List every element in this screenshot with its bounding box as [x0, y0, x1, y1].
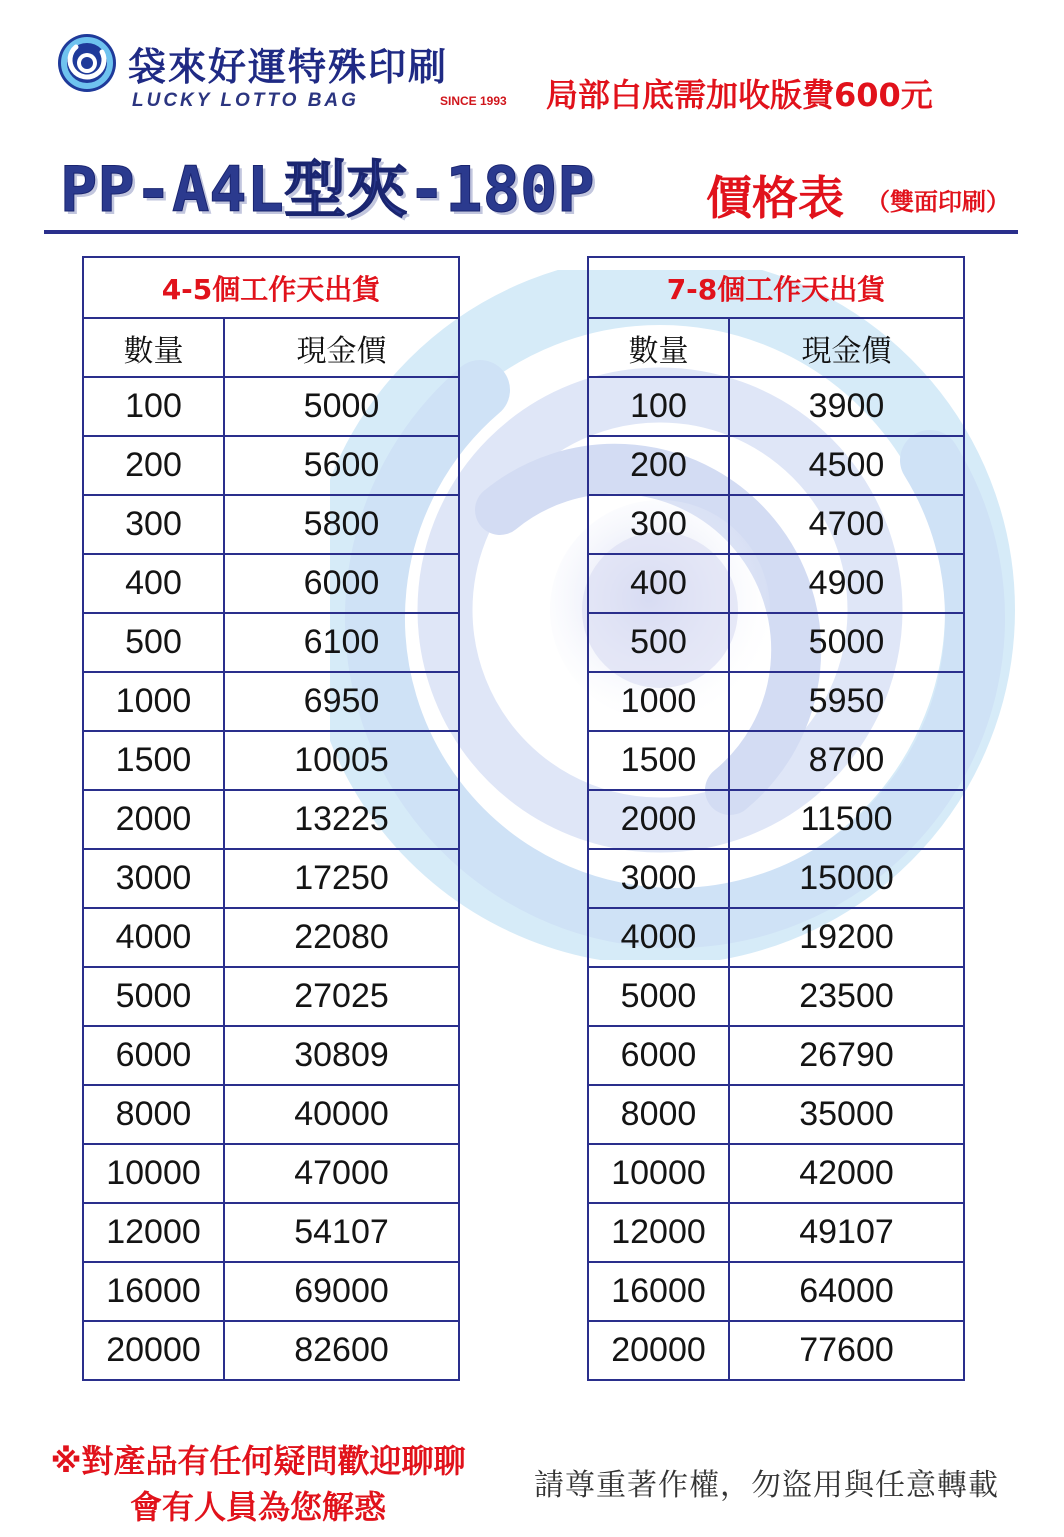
- qty-cell: 1500: [588, 731, 729, 790]
- column-header-price: 現金價: [224, 318, 459, 377]
- qty-cell: 400: [588, 554, 729, 613]
- qty-cell: 12000: [83, 1203, 224, 1262]
- qty-cell: 5000: [588, 967, 729, 1026]
- qty-cell: 20000: [83, 1321, 224, 1380]
- price-cell: 40000: [224, 1085, 459, 1144]
- price-cell: 5950: [729, 672, 964, 731]
- qty-cell: 100: [588, 377, 729, 436]
- price-cell: 23500: [729, 967, 964, 1026]
- price-cell: 6000: [224, 554, 459, 613]
- qty-cell: 4000: [83, 908, 224, 967]
- price-cell: 6950: [224, 672, 459, 731]
- price-cell: 22080: [224, 908, 459, 967]
- price-cell: 82600: [224, 1321, 459, 1380]
- qty-cell: 16000: [588, 1262, 729, 1321]
- table-heading-row: [588, 257, 964, 318]
- price-cell: 5000: [224, 377, 459, 436]
- brand-name-cn: 袋來好運特殊印刷: [128, 45, 449, 89]
- qty-cell: 5000: [83, 967, 224, 1026]
- table-row: [588, 731, 964, 790]
- table-row: [83, 849, 459, 908]
- table-row: [588, 1262, 964, 1321]
- qty-cell: 3000: [588, 849, 729, 908]
- qty-cell: 1000: [83, 672, 224, 731]
- table-row: [588, 967, 964, 1026]
- qty-cell: 16000: [83, 1262, 224, 1321]
- qty-cell: 2000: [588, 790, 729, 849]
- price-cell: 42000: [729, 1144, 964, 1203]
- price-cell: 35000: [729, 1085, 964, 1144]
- qty-cell: 1500: [83, 731, 224, 790]
- table-row: [83, 495, 459, 554]
- price-cell: 6100: [224, 613, 459, 672]
- price-cell: 5000: [729, 613, 964, 672]
- qty-cell: 400: [83, 554, 224, 613]
- column-header-price: 現金價: [729, 318, 964, 377]
- table-row: [588, 554, 964, 613]
- price-cell: 10005: [224, 731, 459, 790]
- price-cell: 8700: [729, 731, 964, 790]
- price-cell: 5600: [224, 436, 459, 495]
- header-divider: [44, 230, 1018, 234]
- table-row: [83, 672, 459, 731]
- price-cell: 27025: [224, 967, 459, 1026]
- price-cell: 19200: [729, 908, 964, 967]
- table-row: [83, 967, 459, 1026]
- price-cell: 69000: [224, 1262, 459, 1321]
- price-cell: 64000: [729, 1262, 964, 1321]
- table-row: [588, 1085, 964, 1144]
- contact-note: [28, 1438, 488, 1530]
- qty-cell: 10000: [588, 1144, 729, 1203]
- qty-cell: 3000: [83, 849, 224, 908]
- table-row: [588, 672, 964, 731]
- qty-cell: 8000: [588, 1085, 729, 1144]
- table-heading: 4-5個工作天出貨: [83, 257, 459, 318]
- table-row: [83, 1144, 459, 1203]
- qty-cell: 8000: [83, 1085, 224, 1144]
- contact-note-line1: ※對產品有任何疑問歡迎聊聊: [50, 1442, 466, 1480]
- table-row: [588, 908, 964, 967]
- price-cell: 3900: [729, 377, 964, 436]
- table-row: [83, 436, 459, 495]
- qty-cell: 6000: [588, 1026, 729, 1085]
- table-row: [83, 554, 459, 613]
- price-cell: 26790: [729, 1026, 964, 1085]
- price-cell: 4900: [729, 554, 964, 613]
- table-row: [588, 495, 964, 554]
- table-row: [83, 1262, 459, 1321]
- table-row: [588, 377, 964, 436]
- qty-cell: 200: [83, 436, 224, 495]
- table-row: [588, 1203, 964, 1262]
- price-cell: 47000: [224, 1144, 459, 1203]
- product-title: PP-A4L型夾-180P: [60, 153, 595, 226]
- qty-cell: 200: [588, 436, 729, 495]
- price-list-subtitle: （雙面印刷）: [866, 188, 1010, 216]
- column-header-qty: 數量: [588, 318, 729, 377]
- column-header-qty: 數量: [83, 318, 224, 377]
- qty-cell: 4000: [588, 908, 729, 967]
- qty-cell: 12000: [588, 1203, 729, 1262]
- table-heading-row: [83, 257, 459, 318]
- price-cell: 13225: [224, 790, 459, 849]
- price-cell: 4500: [729, 436, 964, 495]
- table-header-row: [588, 318, 964, 377]
- price-table-7-8-days: [587, 256, 965, 1381]
- table-row: [83, 731, 459, 790]
- table-row: [588, 436, 964, 495]
- qty-cell: 6000: [83, 1026, 224, 1085]
- qty-cell: 20000: [588, 1321, 729, 1380]
- table-row: [588, 849, 964, 908]
- table-row: [83, 908, 459, 967]
- table-header-row: [83, 318, 459, 377]
- price-table-4-5-days: [82, 256, 460, 1381]
- brand-name-en: LUCKY LOTTO BAG: [132, 90, 359, 111]
- table-row: [588, 790, 964, 849]
- brand-since: SINCE 1993: [440, 94, 507, 108]
- price-cell: 77600: [729, 1321, 964, 1380]
- table-heading: 7-8個工作天出貨: [588, 257, 964, 318]
- table-row: [83, 1321, 459, 1380]
- table-row: [588, 613, 964, 672]
- qty-cell: 100: [83, 377, 224, 436]
- price-cell: 54107: [224, 1203, 459, 1262]
- table-row: [588, 1144, 964, 1203]
- qty-cell: 1000: [588, 672, 729, 731]
- copyright-notice: 請尊重著作權，勿盜用與任意轉載: [534, 1468, 999, 1503]
- table-row: [83, 377, 459, 436]
- price-cell: 17250: [224, 849, 459, 908]
- price-cell: 30809: [224, 1026, 459, 1085]
- price-cell: 5800: [224, 495, 459, 554]
- price-cell: 15000: [729, 849, 964, 908]
- qty-cell: 300: [588, 495, 729, 554]
- price-cell: 49107: [729, 1203, 964, 1262]
- table-row: [83, 1203, 459, 1262]
- qty-cell: 300: [83, 495, 224, 554]
- contact-note-line2: 會有人員為您解惑: [129, 1488, 386, 1526]
- table-row: [83, 1026, 459, 1085]
- swirl-logo-icon: [56, 32, 118, 94]
- table-row: [588, 1321, 964, 1380]
- table-row: [83, 790, 459, 849]
- plate-fee-notice: 局部白底需加收版費600元: [546, 76, 933, 114]
- qty-cell: 500: [588, 613, 729, 672]
- table-row: [83, 1085, 459, 1144]
- table-row: [588, 1026, 964, 1085]
- price-cell: 11500: [729, 790, 964, 849]
- qty-cell: 10000: [83, 1144, 224, 1203]
- qty-cell: 500: [83, 613, 224, 672]
- price-cell: 4700: [729, 495, 964, 554]
- table-row: [83, 613, 459, 672]
- qty-cell: 2000: [83, 790, 224, 849]
- price-list-title: 價格表: [706, 171, 844, 225]
